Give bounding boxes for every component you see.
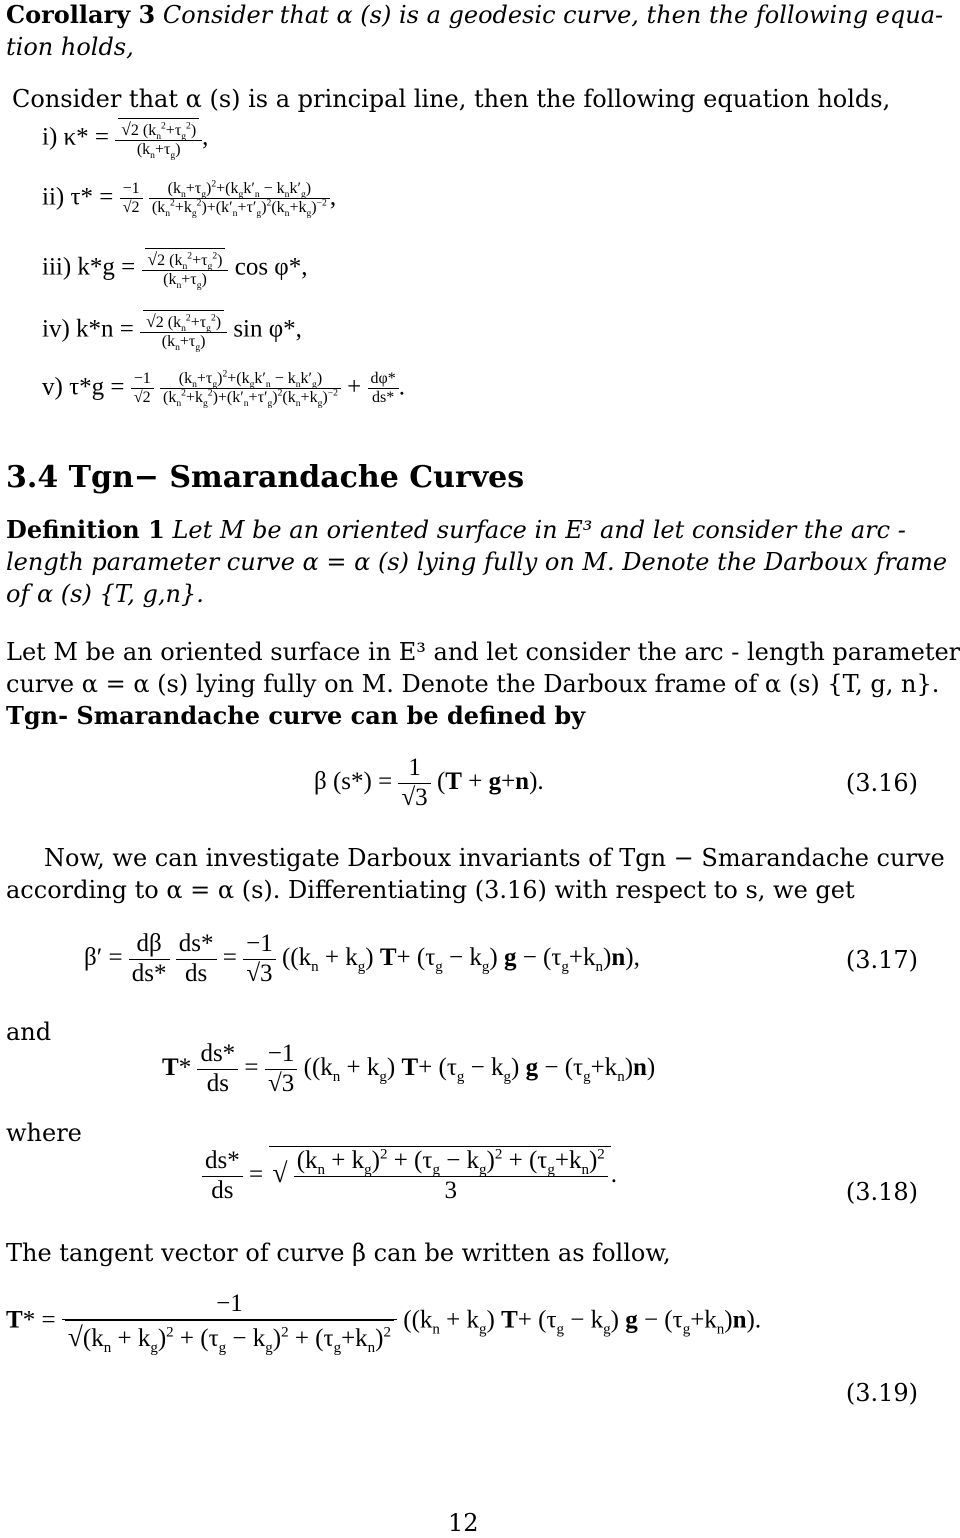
- definition-label: Definition 1: [6, 515, 165, 544]
- dbeta-fraction: $\frac{d\beta}{ds*}$: [129, 930, 170, 989]
- formula-iii-fraction: $\frac{√2 (k_n^2+\tau_g^2)}{(k_n+\tau_g)}$: [142, 248, 229, 290]
- formula-i-label: i) κ* =: [42, 123, 109, 151]
- corollary-text: Consider that α (s) is a geodesic curve, then the following equa-: [162, 1, 944, 29]
- eq318-lhs: $\frac{ds*}{ds}$: [202, 1147, 243, 1206]
- eq318-fraction: $\frac{(k_n + k_g)^2 + (\tau_g - k_g)^2 + (\tau_g+k_n)^2}{3}$: [294, 1147, 608, 1206]
- paragraph2-line2: according to α = α (s). Differentiating (3.16) with respect to s, we get: [6, 876, 855, 904]
- equation-number-3-19: (3.19): [845, 1379, 918, 1407]
- formula-v: v) τ*g = $\frac{-1}{√2}$ $\frac{(k_n+\tau_g)^2+(k_gk'_n - k_nk'_g)}{(k_n^2+k_g^2)+(k'_n+\tau'_g)^2(k_n+k_g)^{-2}}$ + $\frac{d\varphi*}{ds*}$ .: [42, 368, 406, 410]
- tangent-intro: The tangent vector of curve β can be written as follow,: [6, 1239, 671, 1267]
- word-and: and: [6, 1018, 52, 1046]
- equation-3-19: T* = $\frac{-1}{√(k_n + k_g)^2 + (\tau_g - k_g)^2 + (\tau_g+k_n)^2}$ ($(k_n + k_g)$ $T+ (\tau_g - k_g) g - (\tau_g+k_n)n$).: [6, 1290, 762, 1356]
- definition-text: Let M be an oriented surface in E³ and let consider the arc -: [172, 516, 906, 544]
- equation-number-3-16: (3.16): [845, 769, 918, 797]
- eq319-fraction: $\frac{-1}{√(k_n + k_g)^2 + (\tau_g - k_g)^2 + (\tau_g+k_n)^2}$: [62, 1290, 397, 1354]
- formula-i: i) κ* = $\frac{√2 (k_n^2+\tau_g^2)}{(k_n+\tau_g)}$ ,: [42, 119, 209, 162]
- formula-v-label: v) τ*g =: [42, 373, 125, 401]
- equation-tstar: T* $\frac{ds*}{ds}$ = $\frac{-1}{√3}$ ($(k_n + k_g)$ $T+ (\tau_g - k_g) g - (\tau_g+k_n)n$): [162, 1040, 656, 1097]
- page-number: 12: [448, 1509, 479, 1537]
- paragraph1-line2: curve α = α (s) lying fully on M. Denote the Darboux frame of α (s) {T, g, n}.: [6, 670, 940, 698]
- formula-ii-coef: $\frac{-1}{√2}$: [120, 180, 143, 218]
- formula-iii-label: iii) k*g =: [42, 253, 136, 281]
- dsstar-fraction: $\frac{ds*}{ds}$: [176, 930, 217, 989]
- eq318-sqrt: √ $\frac{(k_n + k_g)^2 + (\tau_g - k_g)^2 + (\tau_g+k_n)^2}{3}$: [269, 1146, 610, 1206]
- equation-number-3-18: (3.18): [845, 1178, 918, 1206]
- formula-ii-label: ii) τ* =: [42, 183, 114, 211]
- equation-3-18: $\frac{ds*}{ds}$ = √ $\frac{(k_n + k_g)^2 + (\tau_g - k_g)^2 + (\tau_g+k_n)^2}{3}$ .: [202, 1146, 617, 1206]
- equation-3-17: β′ = $\frac{d\beta}{ds*}$ $\frac{ds*}{ds}$ = $\frac{-1}{√3}$ ($(k_n + k_g)$ $T+ (\tau_g - k_g) g - (\tau_g+k_n)n$),: [84, 930, 640, 987]
- formula-v-dphi: $\frac{d\varphi*}{ds*}$: [368, 370, 399, 408]
- paragraph1-line1: Let M be an oriented surface in E³ and let consider the arc - length parameter: [6, 638, 960, 666]
- corollary: [6, 0, 943, 30]
- definition: [6, 515, 906, 545]
- word-where: where: [6, 1119, 82, 1147]
- definition-text-2: length parameter curve α = α (s) lying fully on M. Denote the Darboux frame: [6, 548, 948, 576]
- paragraph1-line3: Tgn- Smarandache curve can be defined by: [6, 701, 586, 730]
- formula-ii: ii) τ* = $\frac{-1}{√2}$ $\frac{(k_n+\tau_g)^2+(k_gk'_n - k_nk'_g)}{(k_n^2+k_g^2)+(k'_n+\tau'_g)^2(k_n+k_g)^{-2}}$ ,: [42, 178, 337, 220]
- formula-i-fraction: $\frac{√2 (k_n^2+\tau_g^2)}{(k_n+\tau_g)}$: [115, 118, 202, 160]
- equation-3-16: β (s*) = $\frac{1}{√3}$ (T + g+n).: [314, 754, 544, 811]
- formula-ii-fraction: $\frac{(k_n+\tau_g)^2+(k_gk'_n - k_nk'_g)}{(k_n^2+k_g^2)+(k'_n+\tau'_g)^2(k_n+k_g)^{-2}}$: [149, 180, 330, 218]
- formula-iv-label: iv) k*n =: [42, 315, 134, 343]
- tstar-dsstar-fraction: $\frac{ds*}{ds}$: [197, 1040, 238, 1099]
- principal-intro: Consider that α (s) is a principal line, then the following equation holds,: [12, 85, 891, 113]
- formula-iii: iii) k*g = $\frac{√2 (k_n^2+\tau_g^2)}{(k_n+\tau_g)}$ cos φ*,: [42, 249, 308, 292]
- definition-text-3: of α (s) {T, g,n}.: [6, 580, 204, 608]
- equation-number-3-17: (3.17): [845, 946, 918, 974]
- formula-v-fraction: $\frac{(k_n+\tau_g)^2+(k_gk'_n - k_nk'_g)}{(k_n^2+k_g^2)+(k'_n+\tau'_g)^2(k_n+k_g)^{-2}}$: [160, 370, 341, 408]
- corollary-text-cont: tion holds,: [6, 33, 134, 61]
- tstar-coef: $\frac{-1}{√3}$: [265, 1040, 298, 1099]
- eq317-coef: $\frac{-1}{√3}$: [243, 930, 276, 989]
- section-title: 3.4 Tgn− Smarandache Curves: [6, 460, 525, 495]
- eq316-fraction: $\frac{1}{√3}$: [398, 754, 430, 813]
- corollary-label: Corollary 3: [6, 0, 156, 29]
- formula-v-coef: $\frac{-1}{√2}$: [131, 370, 154, 408]
- paragraph2-line1: Now, we can investigate Darboux invariants of Tgn − Smarandache curve: [44, 844, 945, 872]
- formula-iv: iv) k*n = $\frac{√2 (k_n^2+\tau_g^2)}{(k_n+\tau_g)}$ sin φ*,: [42, 311, 302, 354]
- formula-iv-fraction: $\frac{√2 (k_n^2+\tau_g^2)}{(k_n+\tau_g)}$: [140, 310, 227, 352]
